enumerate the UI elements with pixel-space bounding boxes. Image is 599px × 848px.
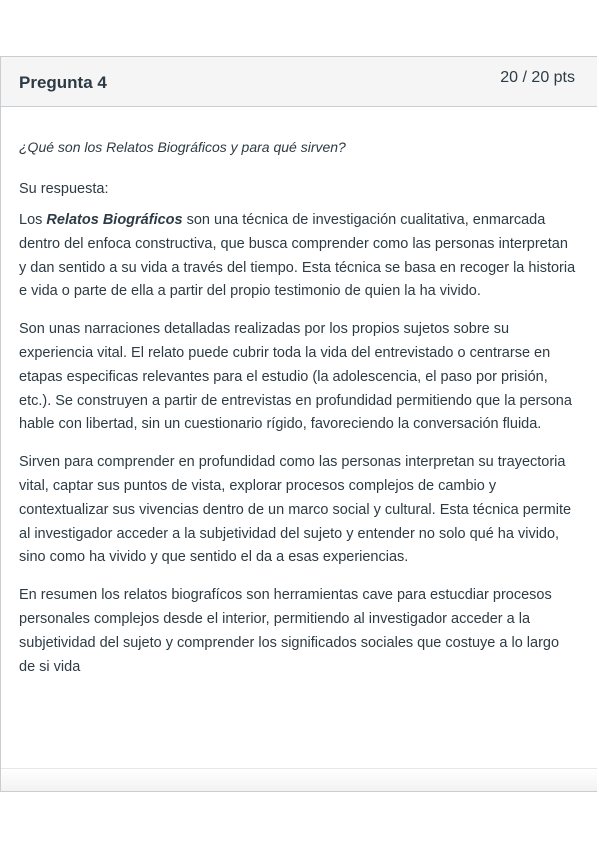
answer-paragraph-1 (19, 209, 577, 304)
question-text: ¿Qué son los Relatos Biográficos y para qué sirven? (19, 139, 346, 155)
question-title: Pregunta 4 (19, 73, 107, 92)
answer-paragraph-1-emphasis: Relatos Biográficos (46, 212, 183, 228)
answer-paragraph-4: En resumen los relatos biografícos son herramientas cave para estucdiar procesos personales complejos desde el interior, permitiendo al investigador acceder a la subjetividad del sujeto y comprender los significados sociales que costuye a lo largo de si vida (19, 587, 560, 675)
question-body (1, 137, 597, 679)
question-card (0, 56, 597, 792)
answer-label: Su respuesta: (19, 181, 109, 197)
question-header (1, 57, 597, 107)
question-points: 20 / 20 pts (500, 69, 575, 86)
answer-paragraph-3: Sirven para comprender en profundidad como las personas interpretan su trayectoria vital, captar sus puntos de vista, explorar procesos complejos de cambio y contextualizar sus vivencias dentro de un marco social y cultural. Esta técnica permite al investigador acceder a la subjetividad del sujeto y entender no solo qué ha vivido, sino como ha vivido y que sentido el da a esas experiencias. (19, 454, 572, 566)
card-footer (1, 768, 597, 791)
answer-paragraph-1-rest: son una técnica de investigación cualitativa, enmarcada dentro del enfoca constructiva, que busca comprender como las personas interpretan y dan sentido a su vida a través del tiempo. Esta técnica se basa en recoger la historia e vida o parte de ella a partir del propio testimonio de quien la ha vivido. (19, 212, 576, 300)
answer-paragraph-2: Son unas narraciones detalladas realizadas por los propios sujetos sobre su experiencia vital. El relato puede cubrir toda la vida del entrevistado o centrarse en etapas especificas relevantes para el estudio (la adolescencia, el paso por prisión, etc.). Se construyen a partir de entrevistas en profundidad permitiendo que la persona hable con libertad, sin un cuestionario rígido, favoreciendo la conversación fluida. (19, 321, 572, 433)
answer-paragraph-1-lead: Los (19, 212, 47, 228)
